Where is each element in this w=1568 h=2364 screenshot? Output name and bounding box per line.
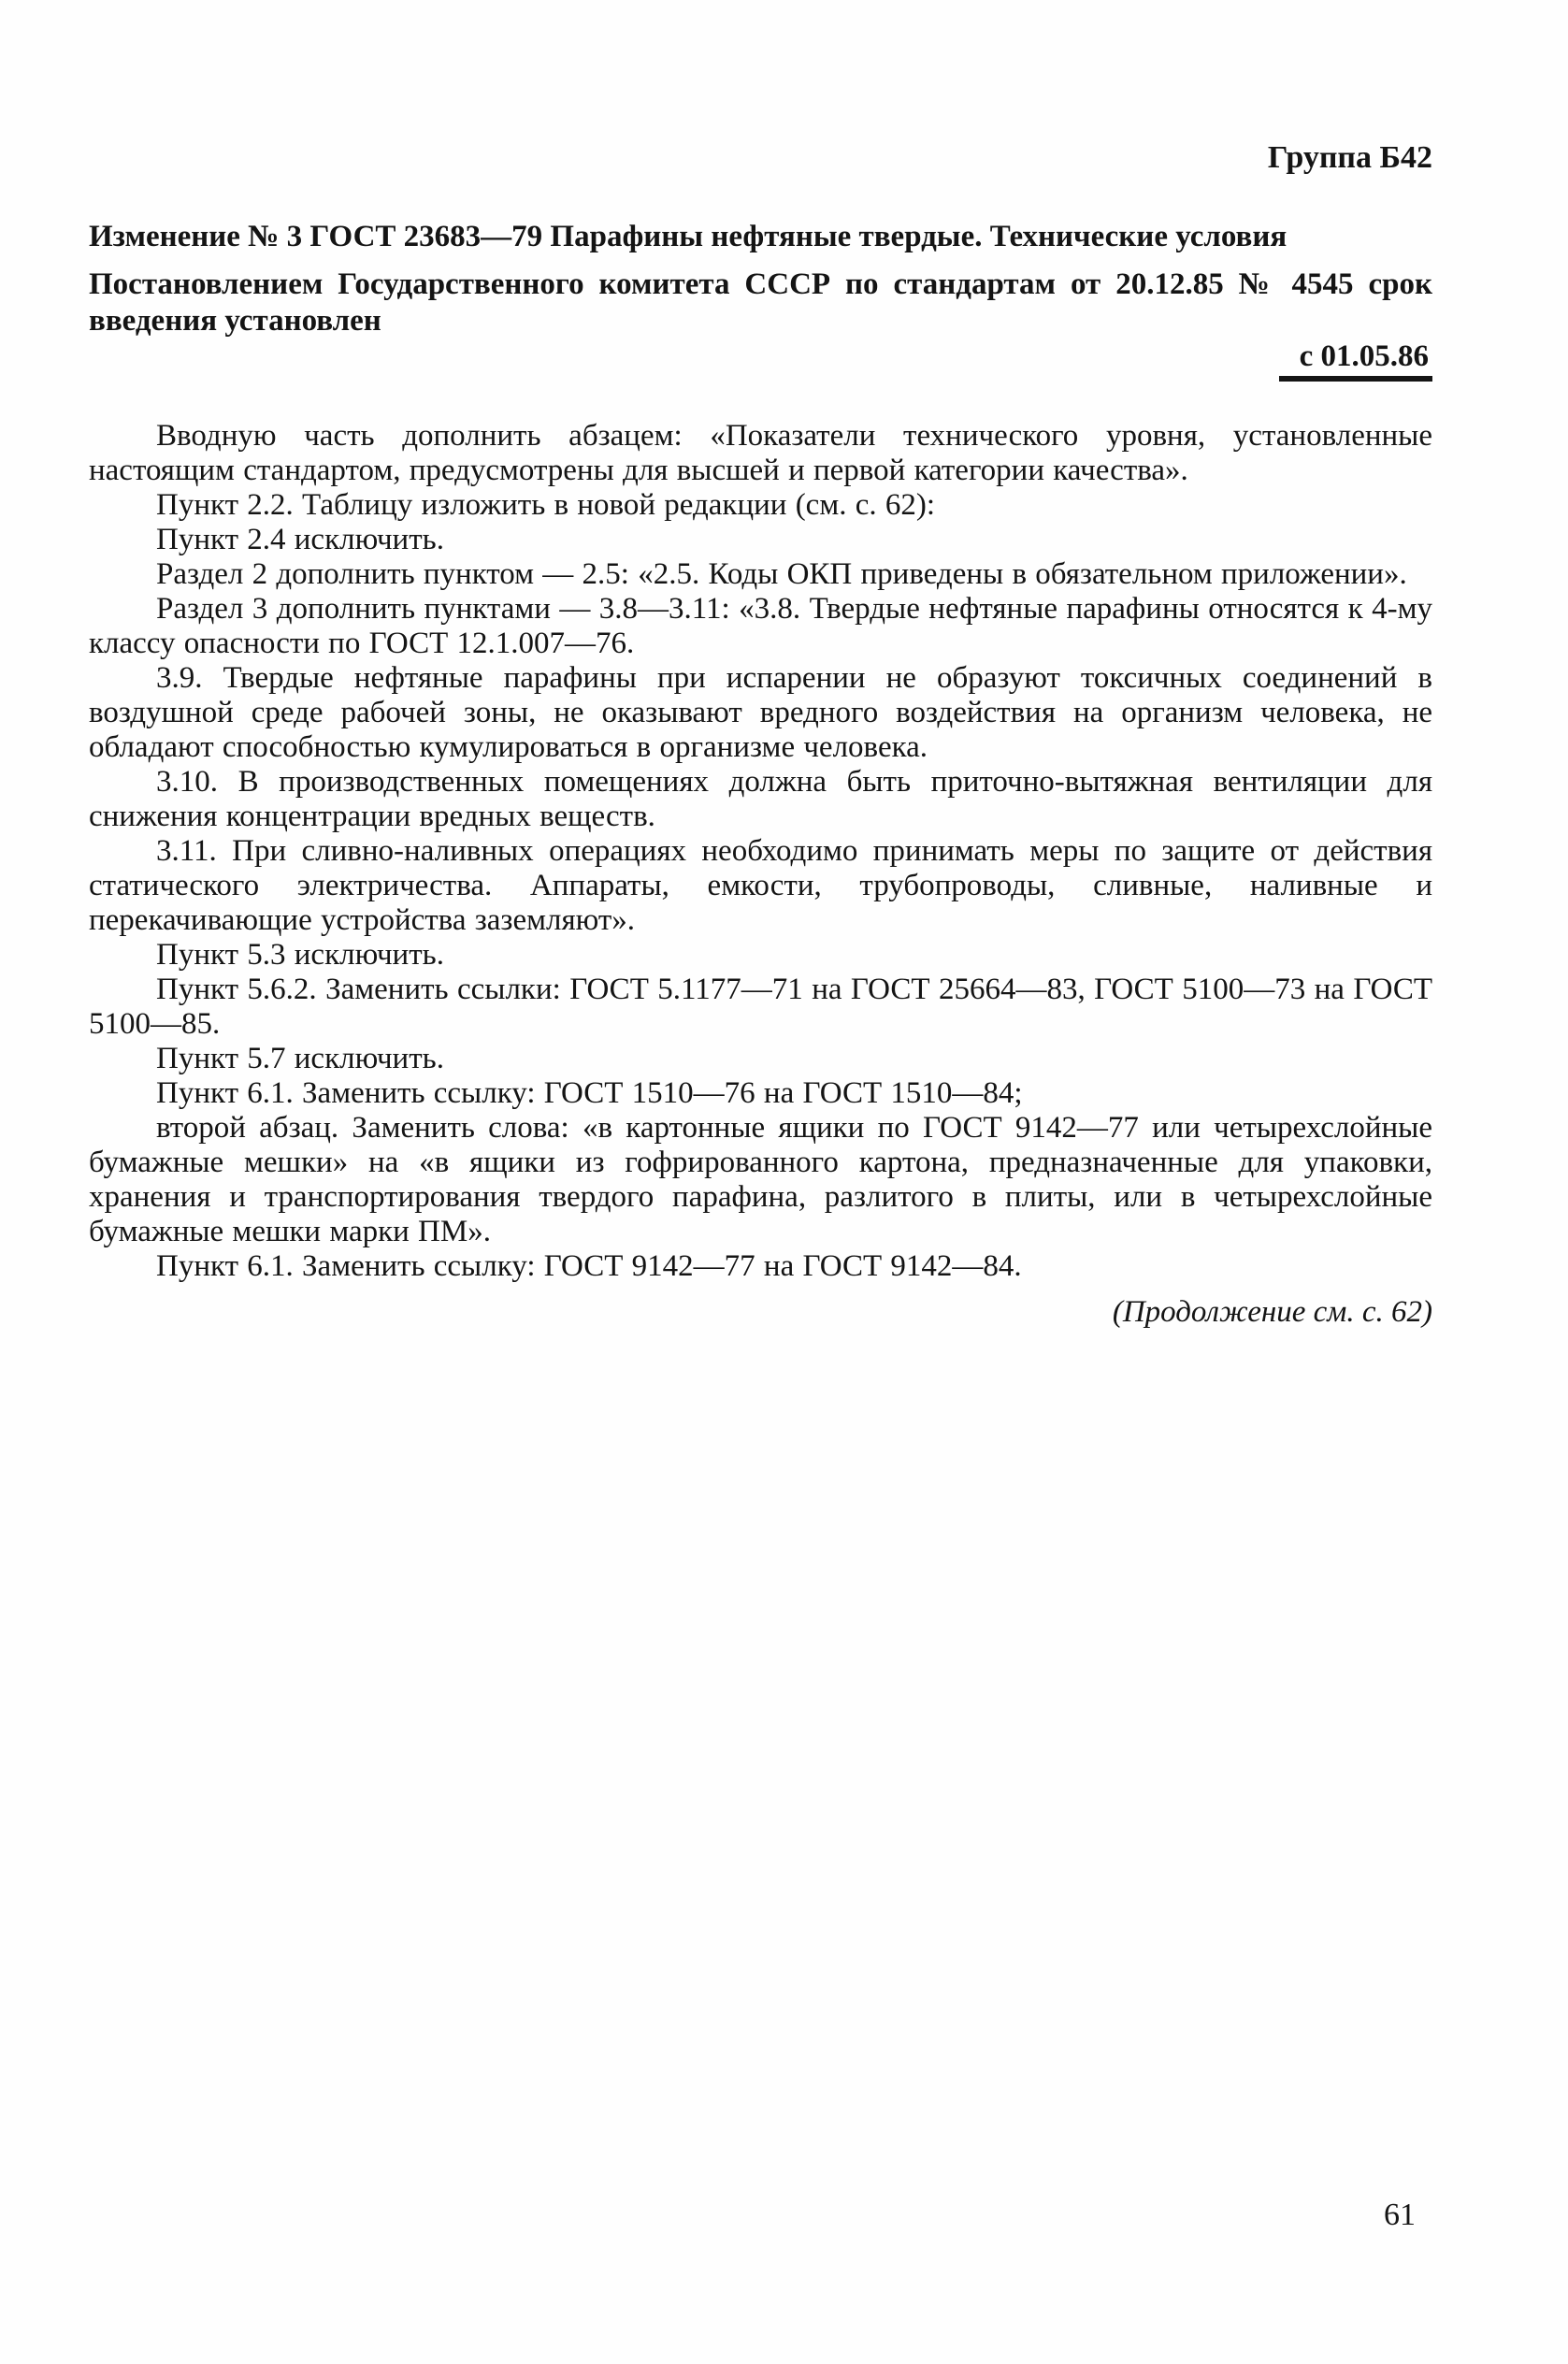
paragraph-item-6-1: Пункт 6.1. Заменить ссылку: ГОСТ 1510—76 на ГОСТ 1510—84; [156, 1076, 1023, 1110]
page-number: 61 [1384, 2198, 1416, 2232]
paragraph-section-2: Раздел 2 дополнить пунктом — 2.5: «2.5. Коды ОКП приведены в обязательном приложении». [156, 557, 1407, 591]
paragraph-section-3: Раздел 3 дополнить пунктами — 3.8—3.11: «3.8. Твердые нефтяные парафины относятся к 4-му классу опасности по ГОСТ 12.1.007—76. [89, 592, 1432, 660]
paragraph-item-5-3: Пункт 5.3 исключить. [156, 938, 444, 972]
paragraph-item-5-6-2: Пункт 5.6.2. Заменить ссылки: ГОСТ 5.1177—71 на ГОСТ 25664—83, ГОСТ 5100—73 на ГОСТ 5100—85. [89, 973, 1432, 1041]
paragraph-item-3-9: 3.9. Твердые нефтяные парафины при испарении не образуют токсичных соединений в воздушной среде рабочей зоны, не оказывают вредного воздействия на организм человека, не обладают способностью кумулироваться в организме человека. [89, 661, 1432, 764]
group-label: Группа Б42 [1267, 140, 1432, 175]
continuation-note: (Продолжение см. с. 62) [1112, 1295, 1432, 1329]
amendment-body [89, 419, 1432, 1284]
decree-statement: Постановлением Государственного комитета СССР по стандартам от 20.12.85 № 4545 срок введения установлен [89, 267, 1432, 338]
text-column [89, 0, 1432, 1330]
paragraph-item-2-2: Пункт 2.2. Таблицу изложить в новой редакции (см. с. 62): [156, 488, 936, 522]
paragraph-item-3-10: 3.10. В производственных помещениях должна быть приточно-вытяжная вентиляции для снижения концентрации вредных веществ. [89, 765, 1432, 833]
effective-date: с 01.05.86 [1279, 339, 1432, 382]
paragraph-item-2-4: Пункт 2.4 исключить. [156, 523, 444, 556]
paragraph-item-6-1-second: второй абзац. Заменить слова: «в картонные ящики по ГОСТ 9142—77 или четырехслойные бумажные мешки» на «в ящики из гофрированного картона, предназначенные для упаковки, хранения и транспортирования твердого парафина, разлитого в плиты, или в четырехслойные бумажные мешки марки ПМ». [89, 1111, 1432, 1248]
paragraph-item-6-1-ref: Пункт 6.1. Заменить ссылку: ГОСТ 9142—77 на ГОСТ 9142—84. [156, 1249, 1022, 1283]
paragraph-intro: Вводную часть дополнить абзацем: «Показатели технического уровня, установленные настоящим стандартом, предусмотрены для высшей и первой категории качества». [89, 419, 1432, 487]
document-title: Изменение № 3 ГОСТ 23683—79 Парафины нефтяные твердые. Технические условия [89, 220, 1287, 253]
effective-date-line [89, 339, 1432, 382]
paragraph-item-3-11: 3.11. При сливно-наливных операциях необходимо принимать меры по защите от действия статического электричества. Аппараты, емкости, трубопроводы, сливные, наливные и перекачивающие устройства заземляют». [89, 834, 1432, 937]
paragraph-item-5-7: Пункт 5.7 исключить. [156, 1042, 444, 1075]
